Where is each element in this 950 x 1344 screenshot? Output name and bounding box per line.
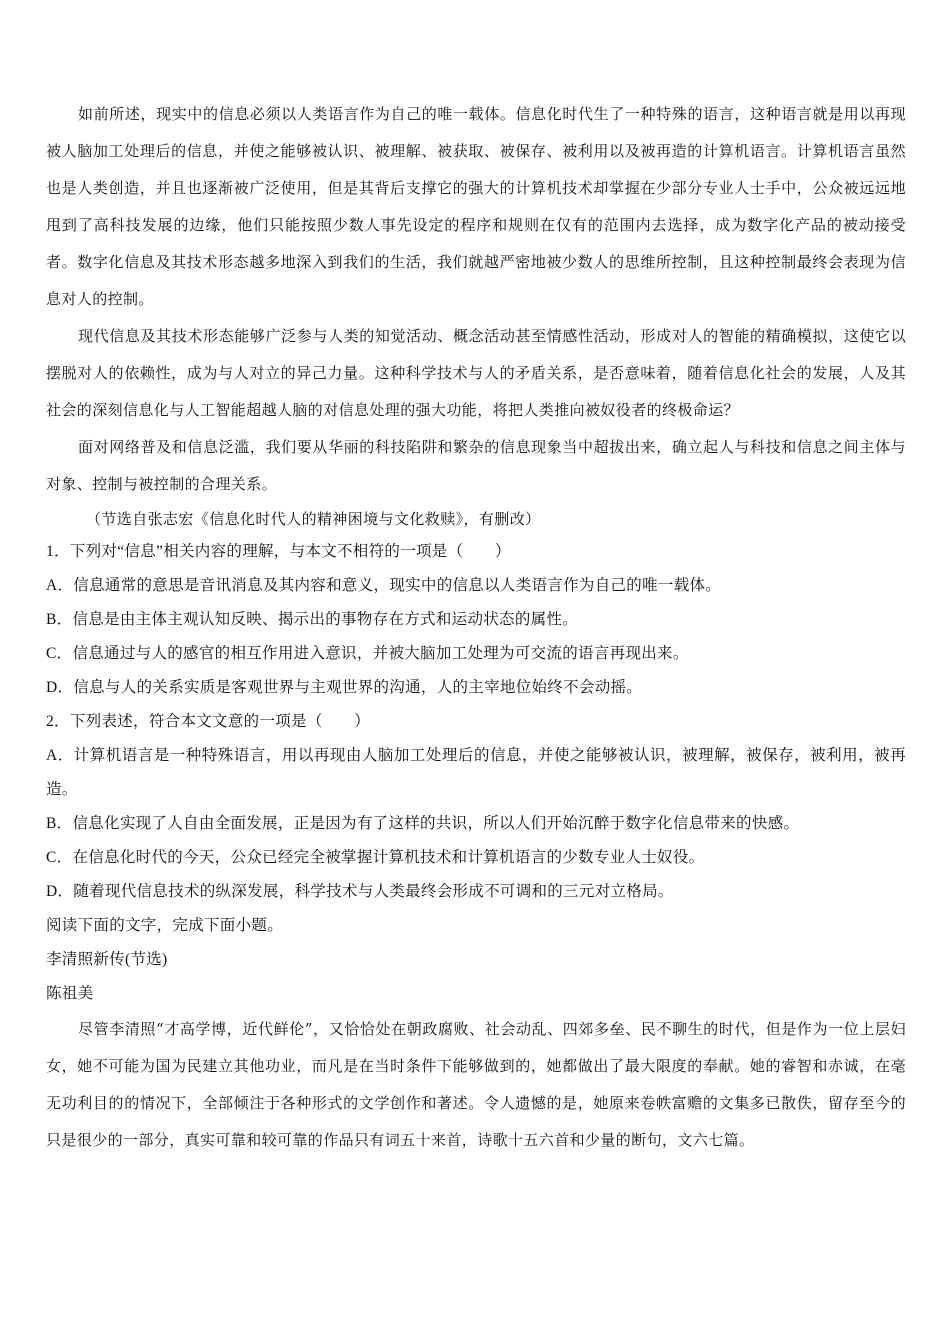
passage1-source: （节选自张志宏《信息化时代人的精神困境与文化救赎》，有删改） — [86, 510, 541, 528]
question2-option-b: B．信息化实现了人自由全面发展，正是因为有了这样的共识，所以人们开始沉醉于数字化信息带来的快感。 — [46, 815, 800, 832]
passage2-author: 陈祖美 — [46, 985, 94, 1002]
question1-option-a: A．信息通常的意思是音讯消息及其内容和意义，现实中的信息以人类语言作为自己的唯一载体。 — [46, 577, 722, 594]
question1-option-d: D．信息与人的关系实质是客观世界与主观世界的沟通，人的主宰地位始终不会动摇。 — [46, 679, 643, 696]
question1-option-c: C．信息通过与人的感官的相互作用进入意识，并被大脑加工处理为可交流的语言再现出来。 — [46, 645, 689, 662]
question2-option-a: A．计算机语言是一种特殊语言，用以再现由人脑加工处理后的信息，并使之能够被认识，被理解，被保存，被利用，被再造。 — [46, 747, 906, 798]
passage2-paragraph-1: 尽管李清照“才高学博，近代鲜伦”，又恰恰处在朝政腐败、社会动乱、四郊多垒、民不聊生的时代，但是作为一位上层妇女，她不可能为国为民建立其他功业，而凡是在当时条件下能够做到的，她都做出了最大限度的奉献。她的睿智和赤诚，在毫无功利目的的情况下，全部倾注于各种形式的文学创作和著述。令人遗憾的是，她原来卷帙富赡的文集多已散佚，留存至今的只是很少的一部分，真实可靠和较可靠的作品只有词五十来首，诗歌十五六首和少量的断句，文六七篇。 — [46, 1020, 906, 1149]
question1-stem: 1．下列对“信息”相关内容的理解，与本文不相符的一项是（ ） — [46, 543, 511, 560]
question2-option-d: D．随着现代信息技术的纵深发展，科学技术与人类最终会形成不可调和的三元对立格局。 — [46, 883, 674, 900]
question2-option-c: C．在信息化时代的今天，公众已经完全被掌握计算机技术和计算机语言的少数专业人士奴役。 — [46, 849, 705, 866]
passage1-paragraph-1: 如前所述，现实中的信息必须以人类语言作为自己的唯一载体。信息化时代生了一种特殊的语言，这种语言就是用以再现被人脑加工处理后的信息，并使之能够被认识、被理解、被获取、被保存、被利用以及被再造的计算机语言。计算机语言虽然也是人类创造，并且也逐渐被广泛使用，但是其背后支撑它的强大的计算机技术却掌握在少部分专业人士手中，公众被远远地甩到了高科技发展的边缘，他们只能按照少数人事先设定的程序和规则在仅有的范围内去选择，成为数字化产品的被动接受者。数字化信息及其技术形态越多地深入到我们的生活，我们就越严密地被少数人的思维所控制，且这种控制最终会表现为信息对人的控制。 — [46, 105, 906, 308]
passage1-paragraph-3: 面对网络普及和信息泛滥，我们要从华丽的科技陷阱和繁杂的信息现象当中超拔出来，确立起人与科技和信息之间主体与对象、控制与被控制的合理关系。 — [46, 438, 906, 493]
passage2-title: 李清照新传(节选) — [46, 951, 168, 968]
question1-option-b: B．信息是由主体主观认知反映、揭示出的事物存在方式和运动状态的属性。 — [46, 611, 579, 628]
passage2-instruction: 阅读下面的文字，完成下面小题。 — [46, 917, 284, 934]
question2-stem: 2．下列表述，符合本文文意的一项是（ ） — [46, 713, 371, 730]
document-page — [46, 96, 906, 1159]
passage1-paragraph-2: 现代信息及其技术形态能够广泛参与人类的知觉活动、概念活动甚至情感性活动，形成对人的智能的精确模拟，这使它以摆脱对人的依赖性，成为与人对立的异己力量。这种科学技术与人的矛盾关系，是否意味着，随着信息化社会的发展，人及其社会的深刻信息化与人工智能超越人脑的对信息处理的强大功能，将把人类推向被奴役者的终极命运？ — [46, 327, 906, 419]
